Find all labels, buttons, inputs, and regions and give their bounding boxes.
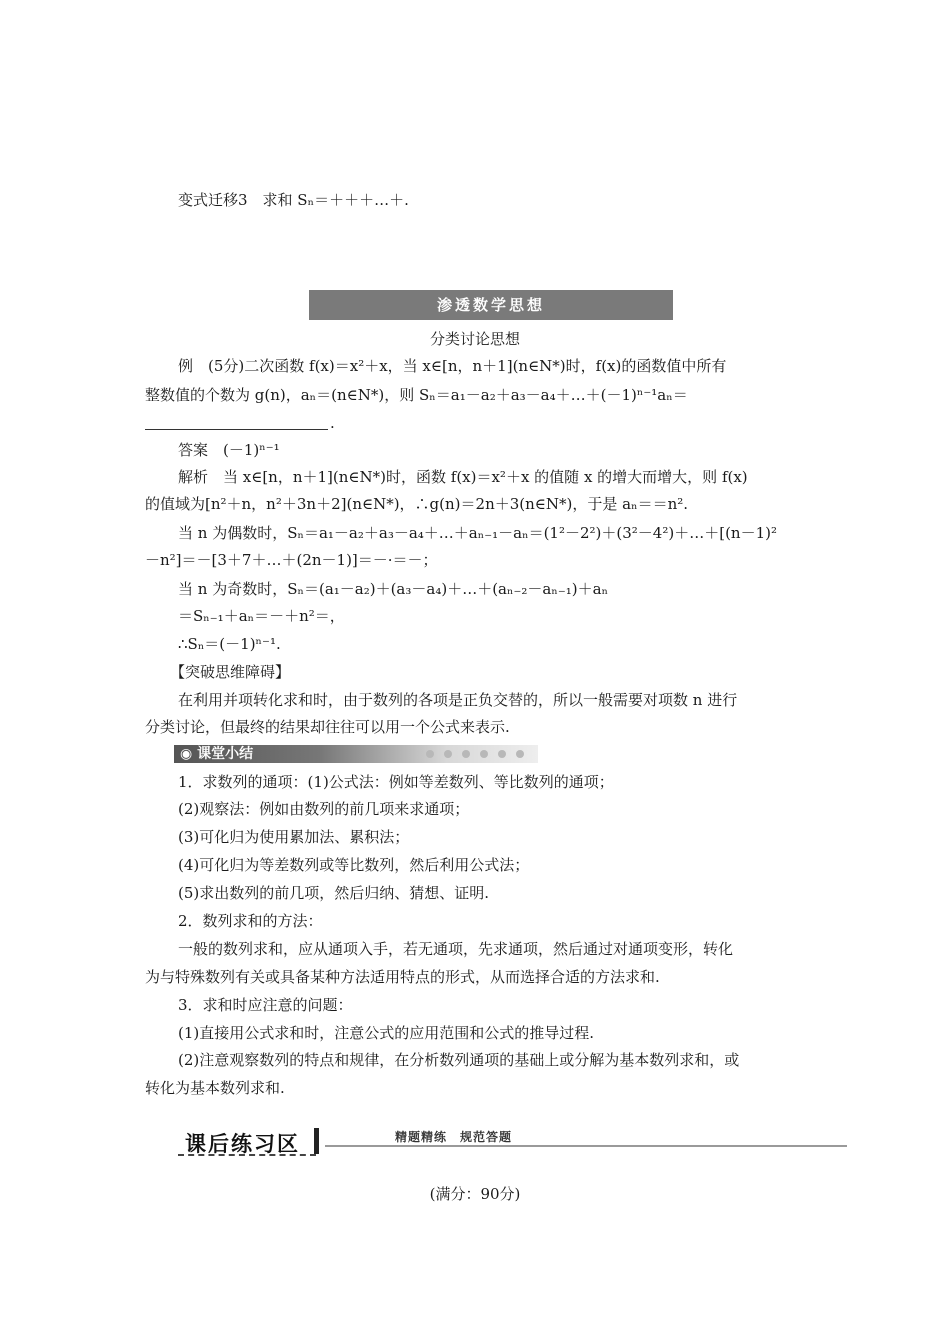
breakthrough-line-2: 分类讨论，但最终的结果却往往可以用一个公式来表示. <box>145 718 510 736</box>
summary-line-5: (5)求出数列的前几项，然后归纳、猜想、证明. <box>178 884 490 902</box>
decor-dot-icon <box>462 750 470 758</box>
decor-dot-icon <box>516 750 524 758</box>
breakthrough-heading: 【突破思维障碍】 <box>170 663 291 681</box>
answer-line: 答案 (－1)ⁿ⁻¹ <box>178 441 280 459</box>
analysis-line-1: 解析 当 x∈[n，n＋1](n∈N*)时，函数 f(x)＝x²＋x 的值随 x 的增大而增大，则 f(x) <box>178 468 748 486</box>
summary-line-9: 3．求和时应注意的问题： <box>178 996 353 1014</box>
summary-line-1: 1．求数列的通项：(1)公式法：例如等差数列、等比数列的通项； <box>178 773 614 791</box>
footer-dashed-rule <box>178 1154 316 1156</box>
summary-header-bar <box>174 745 538 763</box>
decor-dot-icon <box>498 750 506 758</box>
summary-line-8: 为与特殊数列有关或具备某种方法适用特点的形式，从而选择合适的方法求和. <box>145 968 660 986</box>
breakthrough-line-1: 在利用并项转化求和时，由于数列的各项是正负交替的，所以一般需要对项数 n 进行 <box>178 691 738 709</box>
summary-line-3: (3)可化归为使用累加法、累积法； <box>178 828 410 846</box>
decor-dot-icon <box>426 750 434 758</box>
summary-line-7: 一般的数列求和，应从通项入手，若无通项，先求通项，然后通过对通项变形，转化 <box>178 940 734 958</box>
analysis-line-6: ＝Sₙ₋₁＋aₙ＝－＋n²＝， <box>178 607 345 625</box>
summary-line-11: (2)注意观察数列的特点和规律，在分析数列通项的基础上或分解为基本数列求和，或 <box>178 1051 740 1069</box>
footer-divider <box>314 1128 319 1154</box>
decor-dot-icon <box>444 750 452 758</box>
decor-dot-icon <box>480 750 488 758</box>
practice-section-subtitle: 精题精练 规范答题 <box>395 1130 513 1144</box>
example-line-end: . <box>330 414 335 432</box>
section-subtitle: 分类讨论思想 <box>429 330 520 348</box>
footer-rule <box>325 1145 847 1147</box>
example-line-1: 例 (5分)二次函数 f(x)＝x²＋x，当 x∈[n，n＋1](n∈N*)时，f(x)的函数值中所有 <box>178 357 727 375</box>
summary-line-6: 2．数列求和的方法： <box>178 912 323 930</box>
summary-line-4: (4)可化归为等差数列或等比数列，然后利用公式法； <box>178 856 530 874</box>
analysis-line-4: －n²]＝－[3＋7＋…＋(2n－1)]＝－·＝－； <box>145 551 438 569</box>
analysis-line-5: 当 n 为奇数时，Sₙ＝(a₁－a₂)＋(a₃－a₄)＋…＋(aₙ₋₂－aₙ₋₁)＋aₙ <box>178 580 609 598</box>
analysis-line-7: ∴Sₙ＝(－1)ⁿ⁻¹. <box>178 635 281 653</box>
summary-line-2: (2)观察法：例如由数列的前几项来求通项； <box>178 800 470 818</box>
analysis-line-2: 的值域为[n²＋n，n²＋3n＋2](n∈N*)，∴g(n)＝2n＋3(n∈N*)，于是 aₙ＝＝n². <box>145 495 689 513</box>
practice-section-title: 课后练习区 <box>185 1132 300 1156</box>
full-score: (满分：90分) <box>429 1185 521 1203</box>
summary-label: ◉ 课堂小结 <box>180 746 254 762</box>
summary-line-10: (1)直接用公式求和时，注意公式的应用范围和公式的推导过程. <box>178 1024 595 1042</box>
answer-blank <box>145 429 328 430</box>
variant-exercise: 变式迁移3 求和 Sₙ＝＋＋＋…＋. <box>178 191 409 209</box>
analysis-line-3: 当 n 为偶数时，Sₙ＝a₁－a₂＋a₃－a₄＋…＋aₙ₋₁－aₙ＝(1²－2²)＋(3²－4²)＋…＋[(n－1)² <box>178 524 777 542</box>
example-line-2: 整数值的个数为 g(n)，aₙ＝(n∈N*)，则 Sₙ＝a₁－a₂＋a₃－a₄＋…＋(－1)ⁿ⁻¹aₙ＝ <box>145 386 688 404</box>
summary-line-12: 转化为基本数列求和. <box>145 1079 285 1097</box>
section-banner: 渗透数学思想 <box>309 290 673 320</box>
